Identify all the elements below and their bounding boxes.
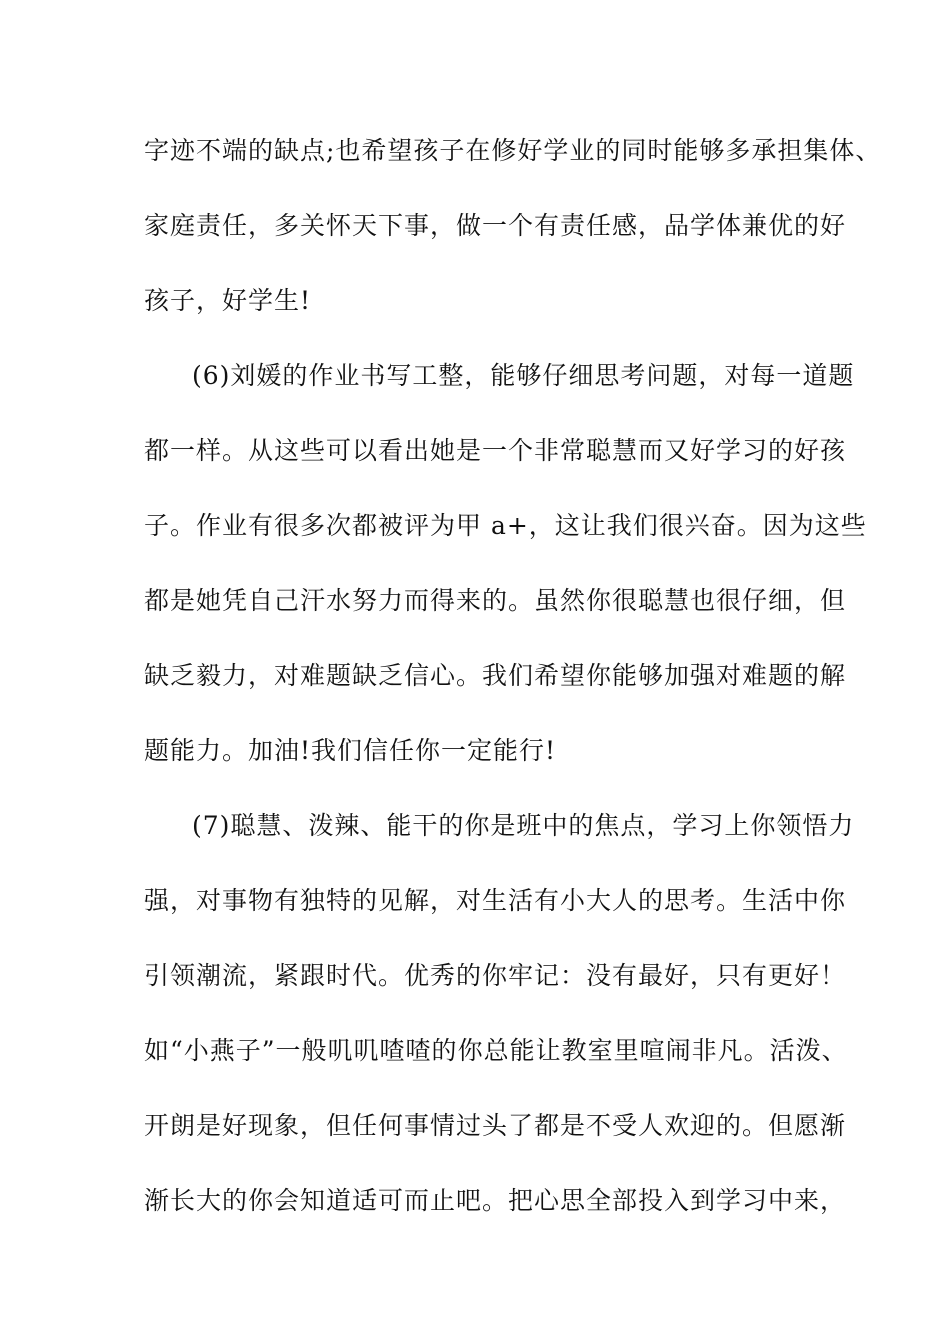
text-line-12: 引领潮流，紧跟时代。优秀的你牢记：没有最好，只有更好！: [144, 961, 847, 990]
text-line-8: 缺乏毅力，对难题缺乏信心。我们希望你能够加强对难题的解: [144, 661, 847, 690]
text-line-15: 渐长大的你会知道适可而止吧。把心思全部投入到学习中来，: [144, 1186, 847, 1215]
text-line-11: 强，对事物有独特的见解，对生活有小大人的思考。生活中你: [144, 886, 847, 915]
text-line-2: 家庭责任，多关怀天下事，做一个有责任感，品学体兼优的好: [144, 211, 847, 240]
text-line-1: 字迹不端的缺点;也希望孩子在修好学业的同时能够多承担集体、: [144, 136, 882, 165]
text-line-14: 开朗是好现象，但任何事情过头了都是不受人欢迎的。但愿渐: [144, 1111, 847, 1140]
text-line-13: 如“小燕子”一般叽叽喳喳的你总能让教室里喧闹非凡。活泼、: [144, 1036, 848, 1065]
text-line-6: 子。作业有很多次都被评为甲 a+，这让我们很兴奋。因为这些: [144, 511, 867, 540]
text-line-7: 都是她凭自己汗水努力而得来的。虽然你很聪慧也很仔细，但: [144, 586, 847, 615]
text-line-3: 孩子，好学生!: [144, 286, 312, 315]
text-line-9: 题能力。加油!我们信任你一定能行!: [144, 736, 557, 765]
text-line-5: 都一样。从这些可以看出她是一个非常聪慧而又好学习的好孩: [144, 436, 847, 465]
paragraph-6-first-line: (6)刘媛的作业书写工整，能够仔细思考问题，对每一道题: [192, 361, 855, 390]
paragraph-7-first-line: (7)聪慧、泼辣、能干的你是班中的焦点，学习上你领悟力: [192, 811, 855, 840]
